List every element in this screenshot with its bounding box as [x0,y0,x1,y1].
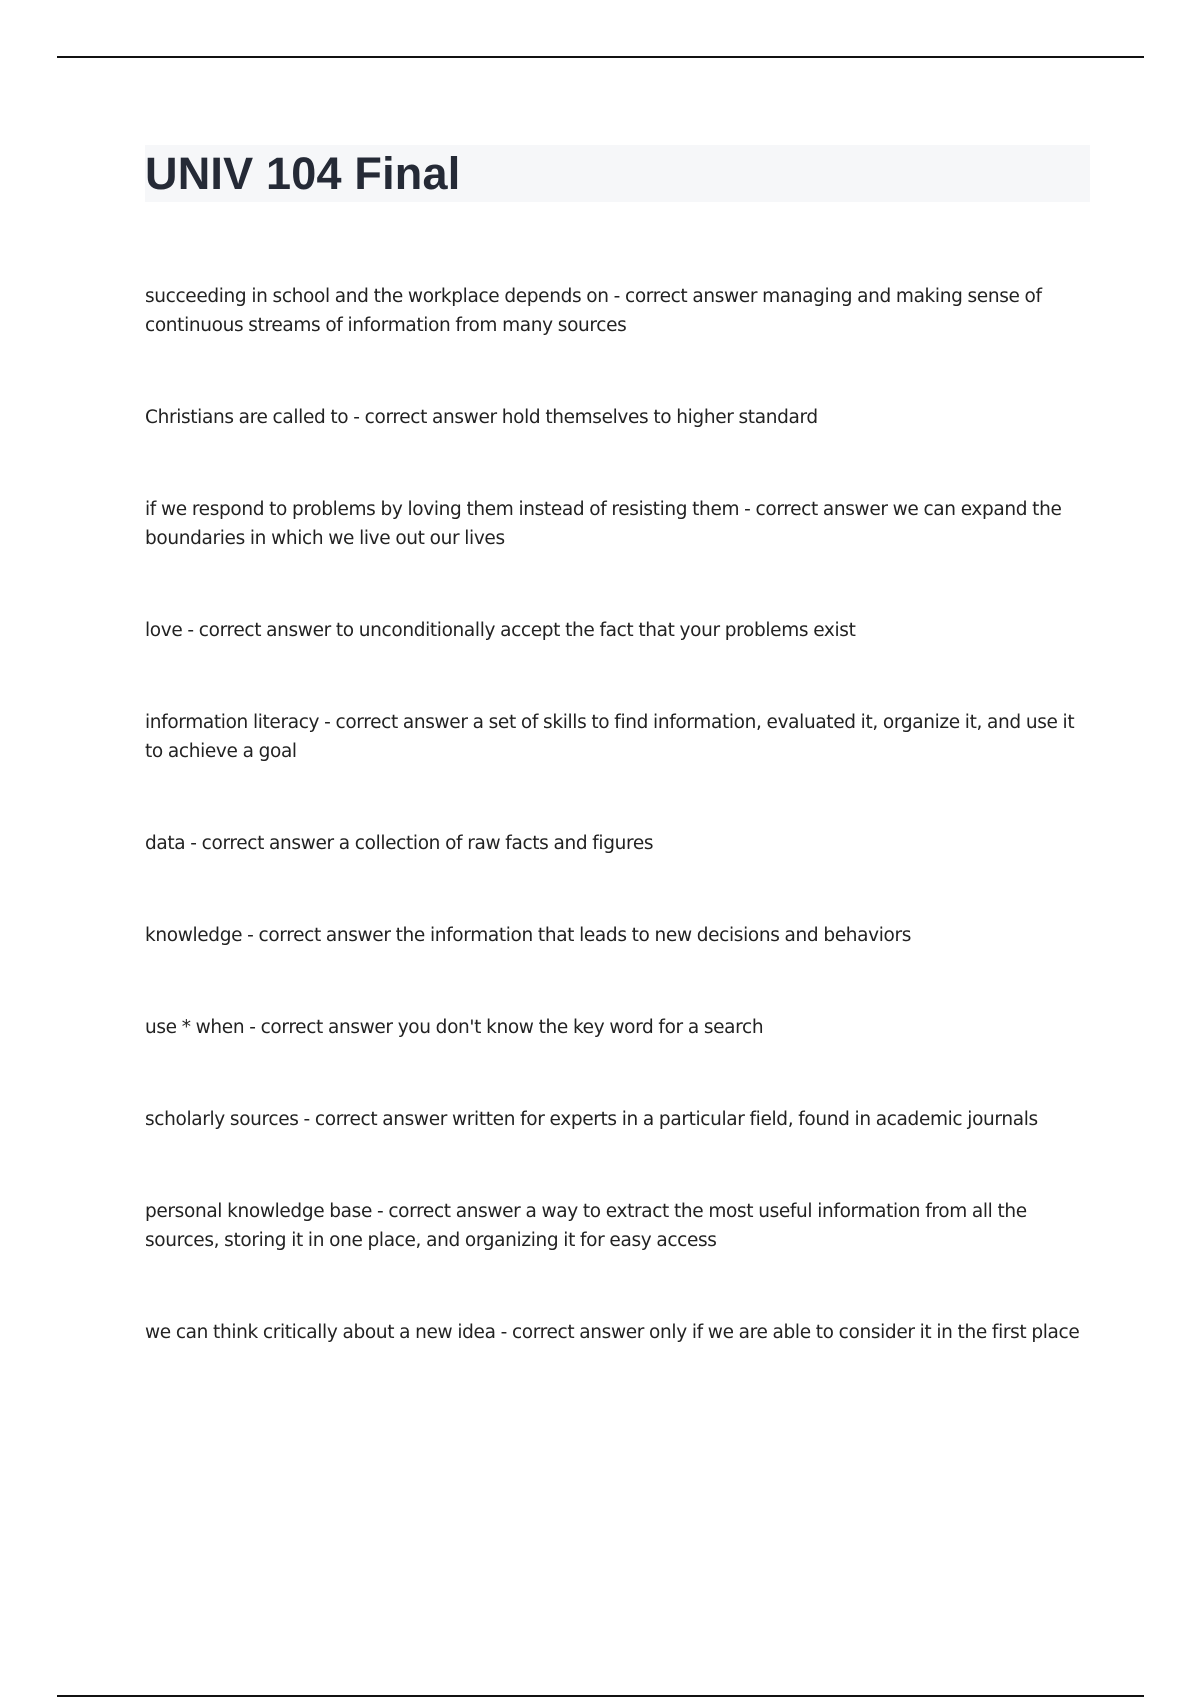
qa-item: use * when - correct answer you don't know the key word for a search [145,1017,764,1038]
qa-item: we can think critically about a new idea - correct answer only if we are able to consider it in the first place [145,1322,1080,1343]
qa-list [145,282,1090,1347]
qa-item: scholarly sources - correct answer written for experts in a particular field, found in academic journals [145,1109,1038,1130]
qa-item: personal knowledge base - correct answer a way to extract the most useful information from all the sources, storing it in one place, and organizing it for easy access [145,1201,1027,1251]
qa-item: succeeding in school and the workplace depends on - correct answer managing and making sense of continuous streams of information from many sources [145,286,1042,336]
header-rule [57,56,1144,58]
page-title: UNIV 104 Final [145,148,461,199]
qa-item: data - correct answer a collection of raw facts and figures [145,833,654,854]
document-body [145,145,1090,1410]
qa-item: if we respond to problems by loving them instead of resisting them - correct answer we can expand the boundaries in which we live out our lives [145,499,1062,549]
qa-item: information literacy - correct answer a set of skills to find information, evaluated it, organize it, and use it to achieve a goal [145,712,1075,762]
qa-item: love - correct answer to unconditionally accept the fact that your problems exist [145,620,856,641]
qa-item: Christians are called to - correct answer hold themselves to higher standard [145,407,818,428]
footer-rule [57,1695,1144,1697]
qa-item: knowledge - correct answer the information that leads to new decisions and behaviors [145,925,912,946]
title-band [145,145,1090,202]
